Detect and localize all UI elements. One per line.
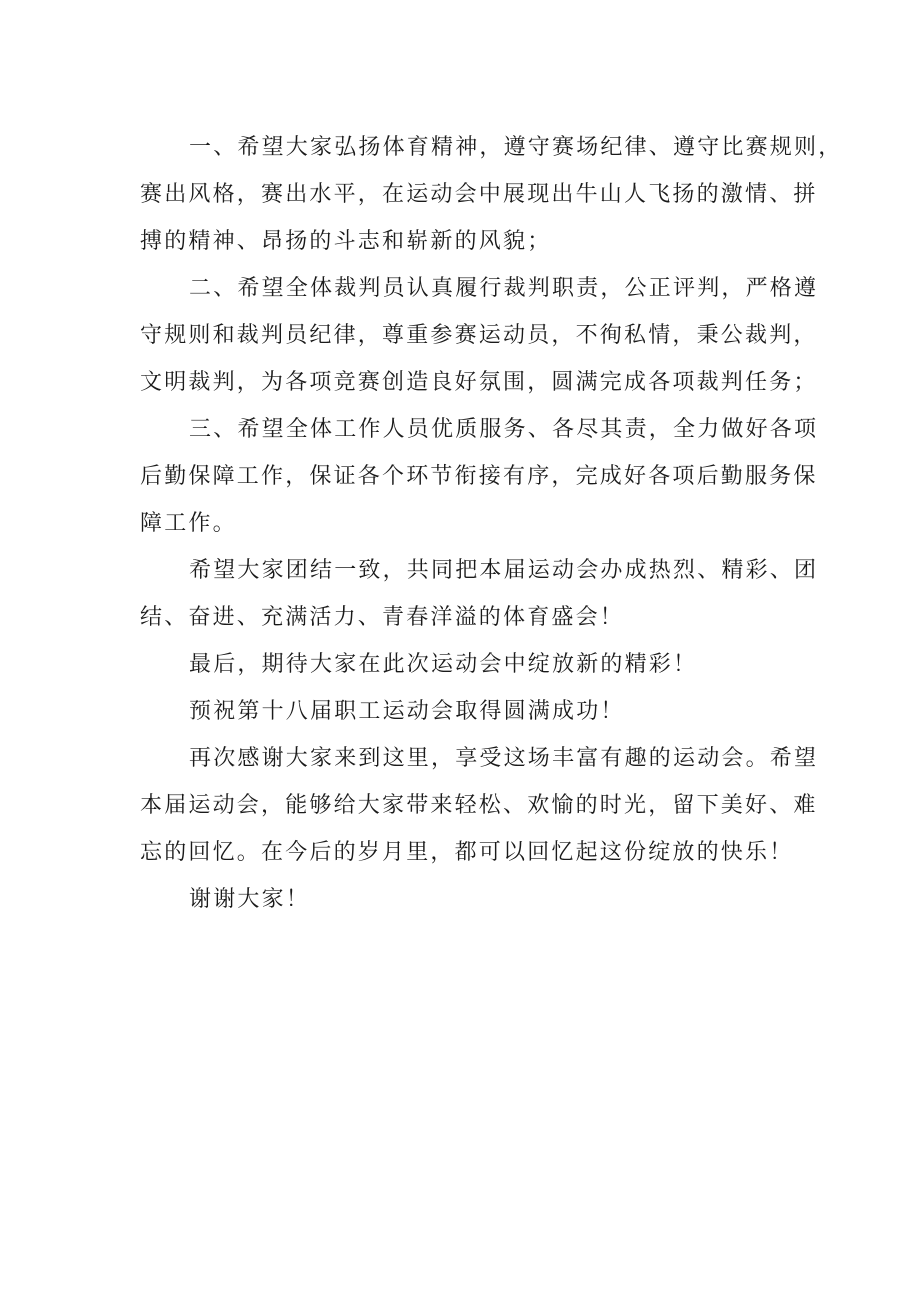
text-line: 障工作。: [140, 511, 237, 536]
text-line: 守规则和裁判员纪律，尊重参赛运动员，不徇私情，秉公裁判，: [140, 323, 818, 348]
text-line: 一、希望大家弘扬体育精神，遵守赛场纪律、遵守比赛规则，: [189, 135, 843, 160]
text-line: 预祝第十八届职工运动会取得圆满成功！: [189, 699, 625, 724]
text-line: 忘的回忆。在今后的岁月里，都可以回忆起这份绽放的快乐！: [140, 840, 794, 865]
document-body: [140, 124, 843, 923]
text-line: 文明裁判，为各项竞赛创造良好氛围，圆满完成各项裁判任务；: [140, 370, 818, 395]
text-line: 三、希望全体工作人员优质服务、各尽其责，全力做好各项: [189, 417, 819, 442]
text-line: 希望大家团结一致，共同把本届运动会办成热烈、精彩、团: [189, 558, 819, 583]
text-line: 结、奋进、充满活力、青春洋溢的体育盛会！: [140, 605, 625, 630]
text-line: 赛出风格，赛出水平，在运动会中展现出牛山人飞扬的激情、拼: [140, 182, 818, 207]
text-line: 二、希望全体裁判员认真履行裁判职责，公正评判，严格遵: [189, 276, 819, 301]
text-line: 搏的精神、昂扬的斗志和崭新的风貌；: [140, 229, 552, 254]
text-line: 谢谢大家！: [189, 887, 311, 912]
text-line: 后勤保障工作，保证各个环节衔接有序，完成好各项后勤服务保: [140, 464, 818, 489]
text-line: 本届运动会，能够给大家带来轻松、欢愉的时光，留下美好、难: [140, 793, 818, 818]
text-line: 最后，期待大家在此次运动会中绽放新的精彩！: [189, 652, 698, 677]
text-line: 再次感谢大家来到这里，享受这场丰富有趣的运动会。希望: [189, 746, 819, 771]
